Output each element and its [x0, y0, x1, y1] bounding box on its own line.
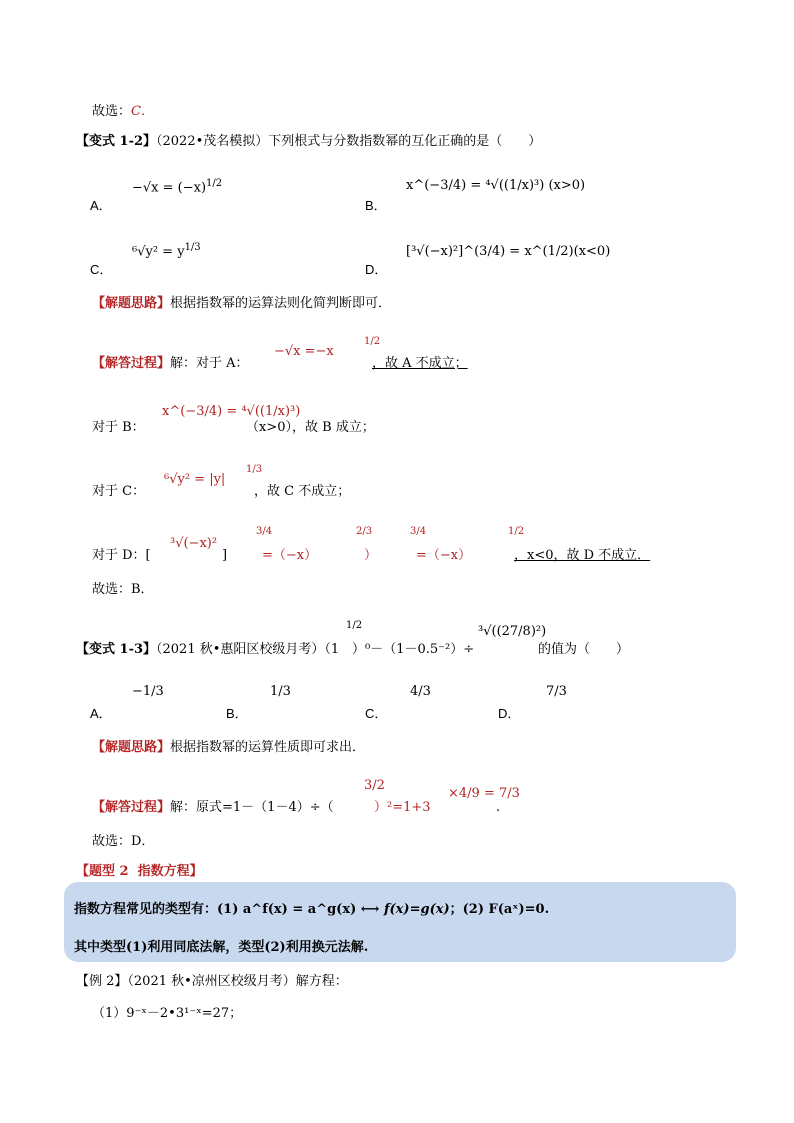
solution-1-3-fraction: 3/2: [364, 778, 385, 793]
hint-tag: 【解题思路】: [92, 740, 171, 755]
solution-tag: 【解答过程】: [92, 356, 171, 371]
solution-a-formula: −√x =−x: [274, 344, 334, 359]
solution-d-exp-1: 3/4: [256, 526, 273, 537]
option-d-value: 7/3: [546, 684, 567, 699]
section-heading-type-2: 【题型 2 指数方程】: [76, 864, 203, 879]
variant-1-3-root: ³√((27/8)²): [478, 624, 547, 639]
solution-tag: 【解答过程】: [92, 800, 171, 815]
solution-c-exponent: 1/3: [246, 464, 263, 475]
solution-b-formula: x^(−3/4) = ⁴√((1/x)³): [162, 404, 301, 419]
option-c-value: 4/3: [410, 684, 431, 699]
solution-1-3-middle: ）²=1+3: [374, 800, 431, 815]
variant-tag: 【变式 1-2】: [76, 134, 157, 149]
option-c-label: C．: [365, 706, 388, 721]
variant-1-3-heading: 【变式 1-3】（2021 秋•惠阳区校级月考）（1: [76, 642, 340, 657]
solution-a-line: 【解答过程】解：对于 A：: [92, 356, 249, 371]
solution-d-exp-4: 1/2: [508, 526, 525, 537]
option-a-value: −1/3: [132, 684, 164, 699]
solution-b-label: 对于 B：: [92, 420, 145, 435]
variant-1-2-heading: [76, 134, 541, 150]
hint-line-1-2: 【解题思路】根据指数幂的运算法则化简判断即可．: [92, 296, 392, 311]
example-tag: 【例 2】: [76, 974, 128, 989]
solution-d-root: ³√(−x)²: [170, 536, 218, 551]
option-c-label: C．: [90, 262, 113, 277]
solution-c-conclusion: ，故 C 不成立；: [254, 484, 351, 499]
solution-b-conclusion: （x>0），故 B 成立；: [246, 420, 375, 435]
solution-a-conclusion: ，故 A 不成立；: [372, 356, 468, 371]
option-d-formula: [³√(−x)²]^(3/4) = x^(1/2)(x<0): [406, 244, 611, 259]
option-b-label: B．: [365, 198, 387, 213]
solution-1-3-line: 【解答过程】解：原式=1－（1－4）÷（: [92, 800, 334, 815]
solution-d-eq-2: =（−x）: [416, 548, 472, 563]
variant-1-3-tail: 的值为（ ）: [538, 642, 630, 657]
solution-c-label: 对于 C：: [92, 484, 146, 499]
option-d-label: D．: [498, 706, 521, 721]
option-a-formula: $-√x = (-x)^{1/2}$: [132, 178, 223, 196]
solution-d-exp-2: 2/3: [356, 526, 373, 537]
answer-line-1: 故选：C.: [92, 104, 146, 119]
solution-d-exp-3: 3/4: [410, 526, 427, 537]
example-2-item-1: （1）9⁻ˣ－2•3¹⁻ˣ=27；: [92, 1006, 243, 1021]
solution-a-exponent: 1/2: [364, 336, 381, 347]
solution-d-bracket: ]: [222, 548, 228, 563]
hint-line-1-3: 【解题思路】根据指数幂的运算性质即可求出．: [92, 740, 366, 755]
answer-line-2: 故选：B．: [92, 582, 154, 597]
option-a-label: A．: [90, 706, 112, 721]
solution-d-label: 对于 D：[: [92, 548, 151, 563]
example-2-heading: 【例 2】（2021 秋•凉州区校级月考）解方程：: [76, 974, 348, 989]
option-b-value: 1/3: [270, 684, 291, 699]
key-points-line-2: 其中类型(1)利用同底法解，类型(2)利用换元法解.: [74, 940, 369, 955]
answer-line-3: 故选：D．: [92, 834, 155, 849]
option-a-label: A．: [90, 198, 112, 213]
key-points-line-1: 指数方程常见的类型有：(1) a^f(x) = a^g(x) ⟷ f(x)=g(x)；(2) F(aˣ)=0.: [74, 902, 550, 917]
solution-d-eq-1: =（−x）: [262, 548, 318, 563]
solution-c-formula: ⁶√y² = |y|: [164, 472, 226, 487]
option-b-label: B．: [226, 706, 248, 721]
variant-question: （2022•茂名模拟）下列根式与分数指数幂的互化正确的是（ ）: [156, 134, 542, 149]
option-b-formula: x^(−3/4) = ⁴√((1/x)³) (x>0): [406, 178, 586, 193]
option-c-formula: $^6√y^2 = y^{1/3}$: [132, 242, 201, 260]
answer-letter: C: [131, 104, 141, 119]
variant-1-3-middle: ）⁰－（1－0.5⁻²）÷: [352, 642, 475, 657]
option-d-label: D．: [365, 262, 388, 277]
solution-1-3-tail: ×4/9 = 7/3: [448, 786, 520, 801]
variant-1-3-exponent: 1/2: [346, 620, 363, 631]
hint-tag: 【解题思路】: [92, 296, 171, 311]
variant-tag: 【变式 1-3】: [76, 642, 157, 657]
solution-d-conclusion: ，x<0，故 D 不成立．: [514, 548, 651, 563]
